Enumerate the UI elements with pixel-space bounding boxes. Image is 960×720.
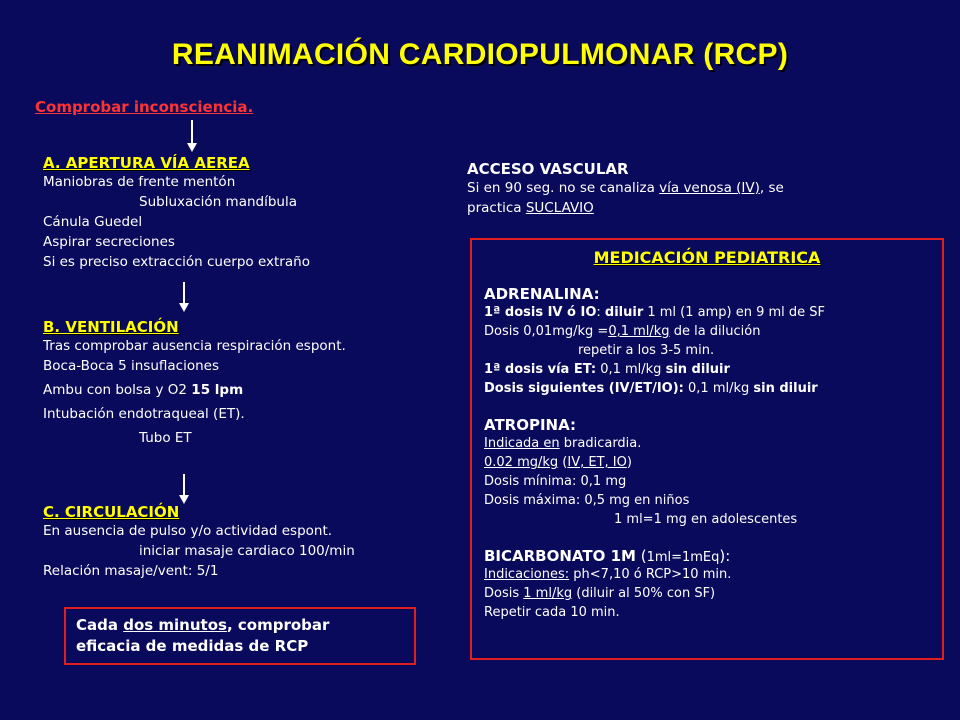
- bicarbonato-text: (diluir al 50% con SF): [572, 586, 716, 601]
- adrenalina-dose-label: 1ª dosis IV ó IO: [484, 305, 597, 320]
- adrenalina-text: 1 ml (1 amp) en 9 ml de SF: [643, 305, 826, 320]
- adrenalina-text: de la dilución: [669, 324, 761, 339]
- adrenalina-line: [484, 322, 930, 341]
- atropina-text: ): [626, 455, 632, 470]
- section-b-line: Tubo ET: [139, 430, 192, 446]
- section-b-line: Boca-Boca 5 insuflaciones: [43, 358, 219, 374]
- adrenalina-volume: 0,1 ml/kg: [608, 324, 670, 339]
- bicarbonato-paren: (: [635, 547, 647, 565]
- oxygen-flow: 15 lpm: [191, 382, 244, 398]
- section-b-line: Tras comprobar ausencia respiración espont.: [43, 338, 346, 354]
- section-a-heading: A. APERTURA VÍA AEREA: [43, 154, 250, 172]
- atropina-text: (: [558, 455, 568, 470]
- adrenalina-text: 0,1 ml/kg: [683, 381, 754, 396]
- ambu-text: Ambu con bolsa y O2: [43, 382, 192, 398]
- atropina-line: [484, 434, 930, 453]
- page-title: REANIMACIÓN CARDIOPULMONAR (RCP): [171, 38, 789, 71]
- adrenalina-next-label: Dosis siguientes (IV/ET/IO):: [484, 381, 684, 396]
- adrenalina-line: repetir a los 3-5 min.: [578, 343, 715, 358]
- adrenalina-no-dilute: sin diluir: [753, 381, 818, 396]
- medication-title: MEDICACIÓN PEDIATRICA: [593, 248, 821, 267]
- bicarbonato-indication-label: Indicaciones:: [484, 567, 570, 582]
- adrenalina-name: ADRENALINA:: [484, 285, 600, 303]
- bicarbonato-line: [484, 584, 930, 603]
- bicarbonato-text: Dosis: [484, 586, 524, 601]
- atropina-line: Dosis mínima: 0,1 mg: [484, 474, 627, 489]
- atropina-line: [484, 453, 930, 472]
- vascular-subclavian: SUCLAVIO: [525, 200, 594, 216]
- section-a-line: Maniobras de frente mentón: [43, 174, 236, 190]
- vascular-heading: ACCESO VASCULAR: [467, 160, 629, 178]
- vascular-text: practica: [467, 200, 526, 216]
- section-c: [43, 503, 355, 581]
- reassess-line-2: eficacia de medidas de RCP: [76, 637, 309, 655]
- vascular-line-1: [467, 178, 784, 198]
- adrenalina-dilute: diluir: [604, 305, 644, 320]
- atropina-indication-label: Indicada en: [484, 436, 560, 451]
- vascular-iv: vía venosa (IV): [659, 180, 760, 196]
- section-c-line: Relación masaje/vent: 5/1: [43, 563, 219, 579]
- bicarbonato-line: Repetir cada 10 min.: [484, 605, 620, 620]
- bicarbonato-text: ph<7,10 ó RCP>10 min.: [569, 567, 732, 582]
- atropina-routes: IV, ET, IO: [567, 455, 627, 470]
- bicarbonato-paren: ):: [719, 547, 731, 565]
- atropina-block: [484, 416, 930, 529]
- atropina-text: bradicardia.: [559, 436, 642, 451]
- section-a-line: Cánula Guedel: [43, 214, 143, 230]
- adrenalina-block: [484, 285, 930, 398]
- arrow-1: [191, 120, 193, 144]
- adrenalina-et-label: 1ª dosis vía ET:: [484, 362, 597, 377]
- section-c-line: iniciar masaje cardiaco 100/min: [139, 543, 355, 559]
- vascular-line-2: [467, 198, 784, 218]
- vascular-text: , se: [759, 180, 784, 196]
- bicarbonato-block: [484, 546, 930, 622]
- arrow-2: [183, 282, 185, 304]
- atropina-dose: 0.02 mg/kg: [484, 455, 559, 470]
- reassess-interval: dos minutos: [123, 616, 227, 634]
- atropina-line: Dosis máxima: 0,5 mg en niños: [484, 493, 690, 508]
- reassess-line-1: [76, 615, 404, 636]
- adrenalina-line: [484, 379, 930, 398]
- adrenalina-line: [484, 360, 930, 379]
- vascular-access: [467, 160, 784, 218]
- arrow-1-head: [187, 143, 197, 152]
- reassess-text: , comprobar: [226, 616, 330, 634]
- bicarbonato-dose: 1 ml/kg: [523, 586, 573, 601]
- section-a-line: Aspirar secreciones: [43, 234, 175, 250]
- adrenalina-text: 0,1 ml/kg: [596, 362, 666, 377]
- section-c-line: En ausencia de pulso y/o actividad espont.: [43, 523, 333, 539]
- section-b: [43, 318, 346, 448]
- adrenalina-text: :: [596, 305, 605, 320]
- adrenalina-no-dilute: sin diluir: [665, 362, 730, 377]
- section-b-line: Intubación endotraqueal (ET).: [43, 406, 245, 422]
- check-unconsciousness: Comprobar inconsciencia.: [35, 98, 254, 116]
- section-a-line: Si es preciso extracción cuerpo extraño: [43, 254, 310, 270]
- section-c-heading: C. CIRCULACIÓN: [43, 503, 180, 521]
- arrow-3: [183, 474, 185, 496]
- section-a: [43, 154, 310, 272]
- bicarbonato-line: [484, 565, 930, 584]
- arrow-2-head: [179, 303, 189, 312]
- section-b-heading: B. VENTILACIÓN: [43, 318, 179, 336]
- medication-box: [470, 238, 944, 660]
- bicarbonato-heading: [484, 546, 930, 565]
- adrenalina-line: [484, 303, 930, 322]
- adrenalina-text: Dosis 0,01mg/kg =: [484, 324, 609, 339]
- reassess-text: Cada: [76, 616, 124, 634]
- atropina-name: ATROPINA:: [484, 416, 576, 434]
- section-b-line: [43, 380, 346, 400]
- section-a-line: Subluxación mandíbula: [139, 194, 297, 210]
- atropina-line: 1 ml=1 mg en adolescentes: [614, 512, 798, 527]
- reassess-box: [64, 607, 416, 665]
- bicarbonato-name: BICARBONATO 1M: [484, 547, 636, 565]
- vascular-text: Si en 90 seg. no se canaliza: [467, 180, 660, 196]
- bicarbonato-unit: 1ml=1mEq: [646, 550, 720, 565]
